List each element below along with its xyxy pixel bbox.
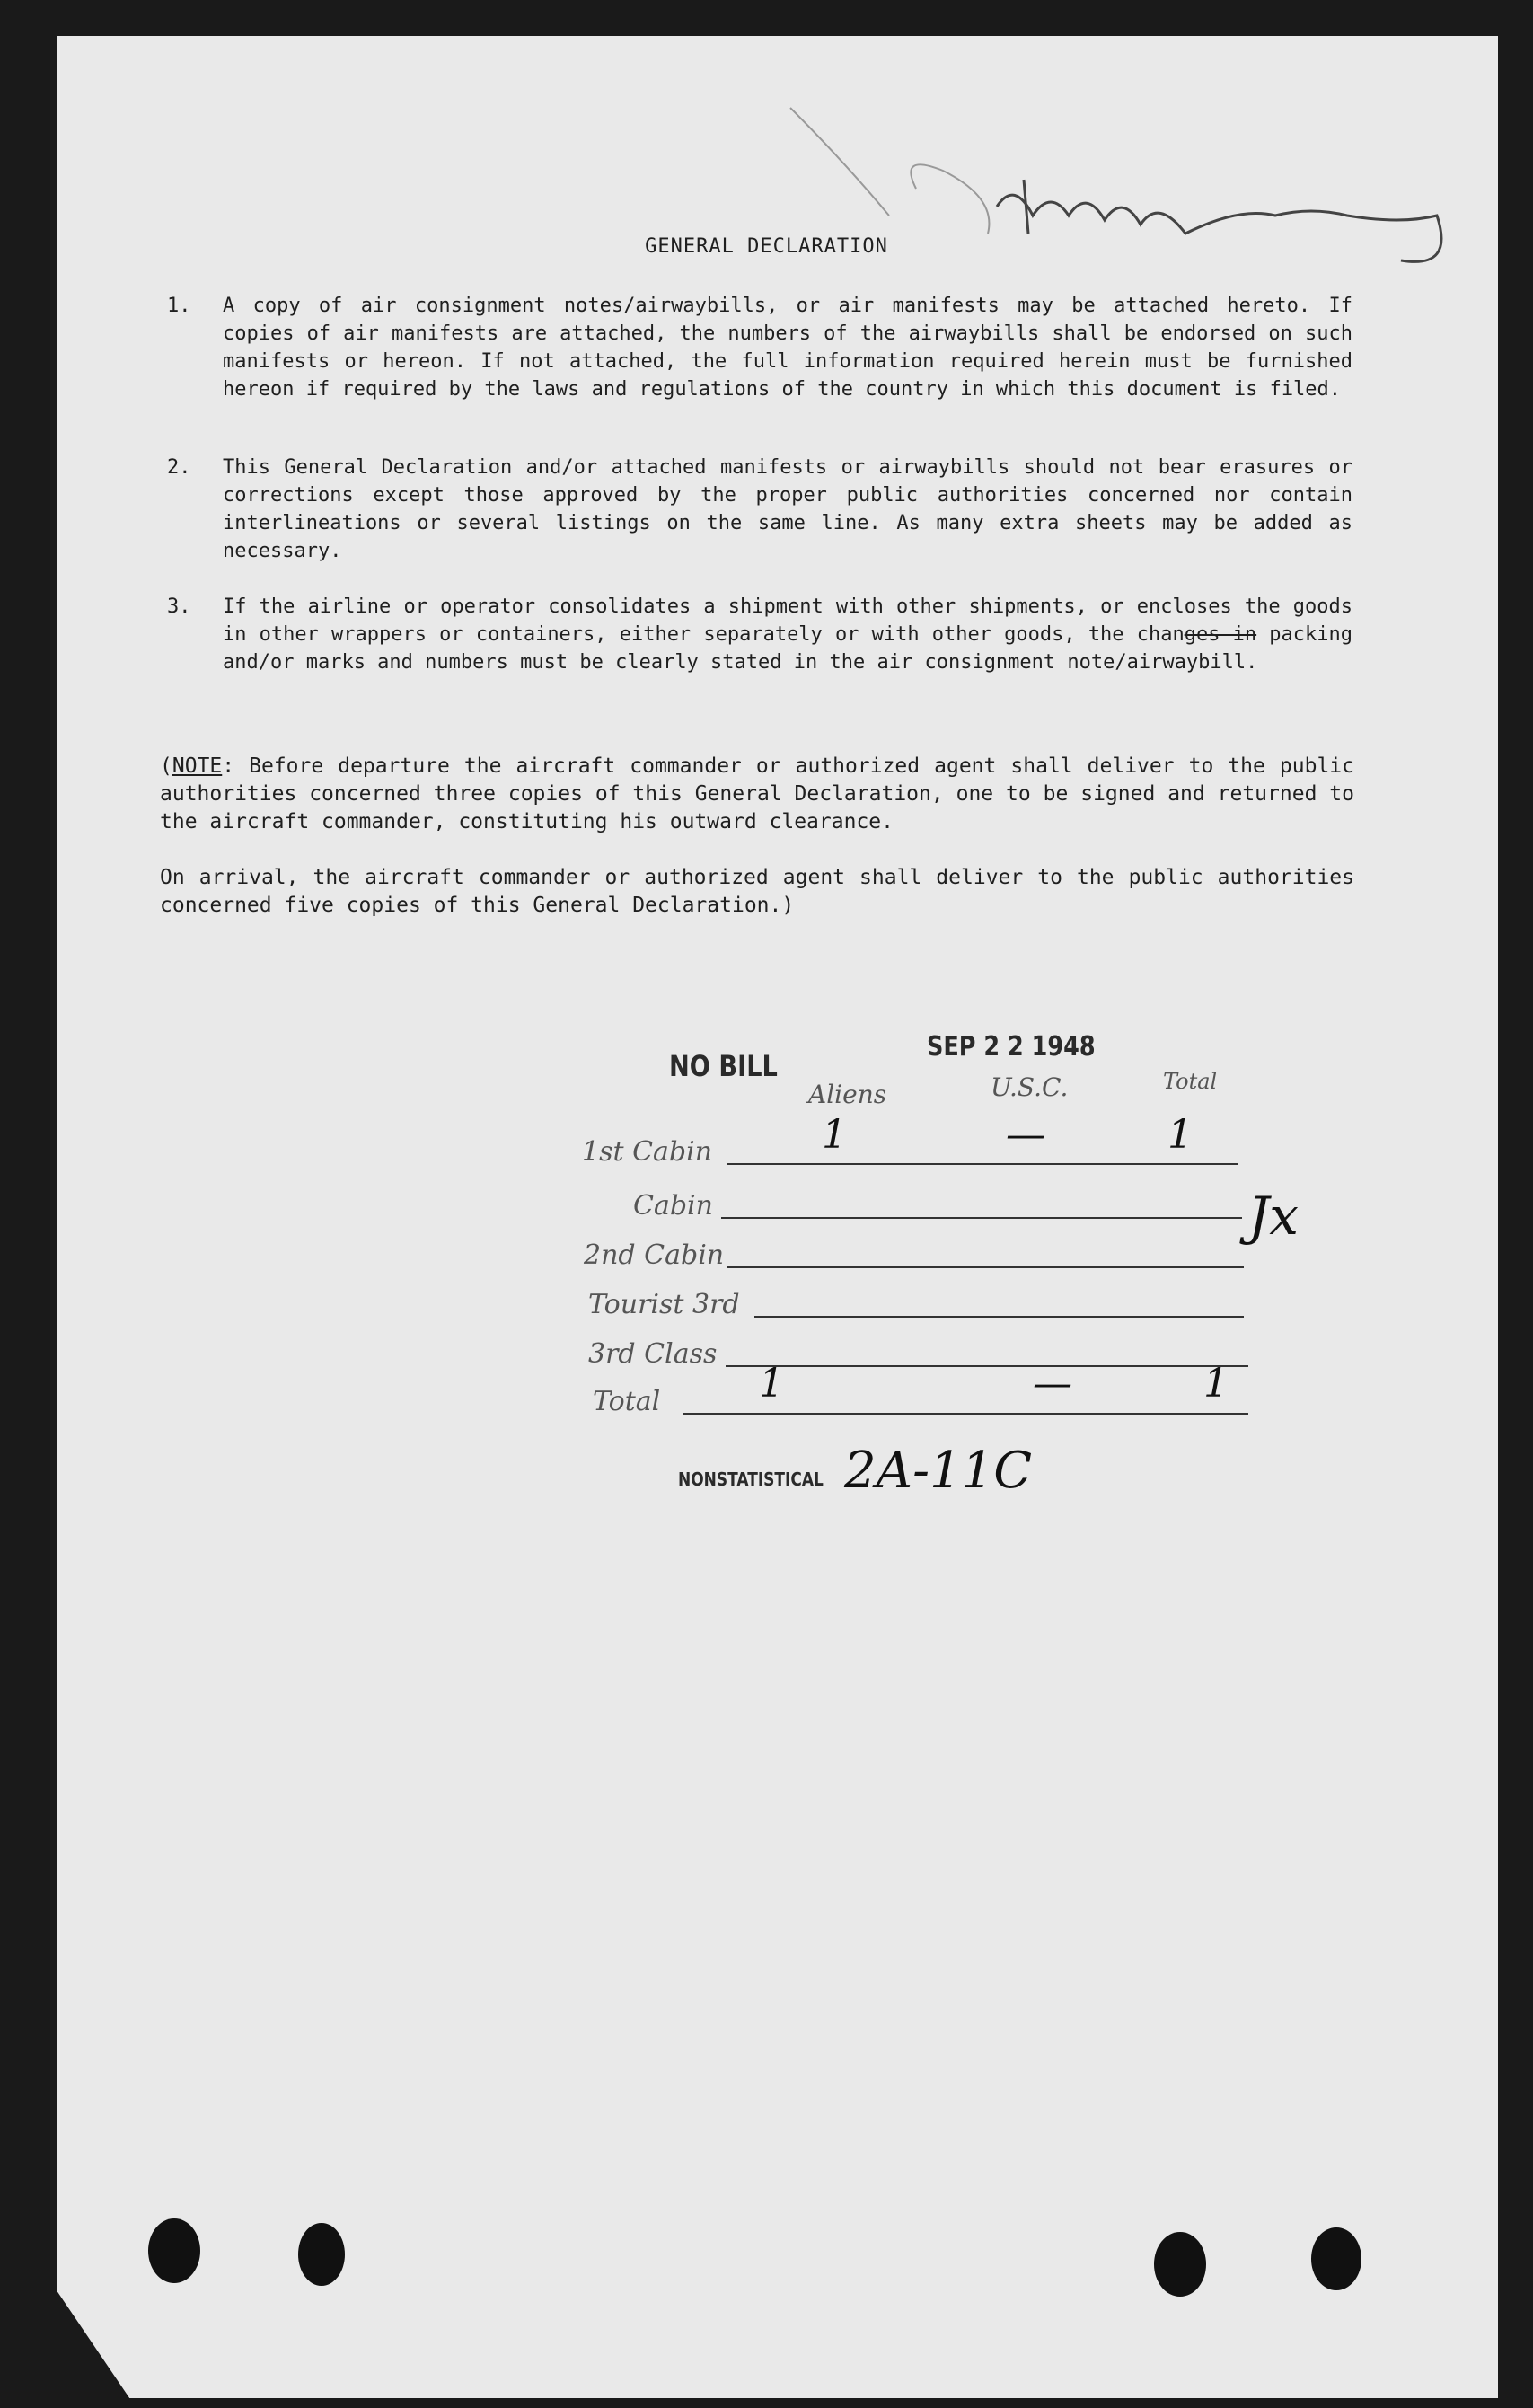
header-aliens: Aliens <box>808 1080 887 1109</box>
cell-usc: — <box>1006 1112 1045 1158</box>
row-line <box>754 1316 1244 1318</box>
item-number: 2. <box>167 456 191 479</box>
punch-hole <box>1311 2227 1361 2290</box>
date-stamp: SEP 2 2 1948 <box>927 1031 1096 1063</box>
item-text: A copy of air consignment notes/airwaybills, or air manifests may be attached hereto. If copies of air manifests are attached, the numbers of the airwaybills shall be endorsed on such manifests or hereon. If not attached, the full information required herein must be furnished hereon if required by the laws and regulations of the country in which this document is filed. <box>223 295 1352 401</box>
punch-hole <box>148 2218 200 2283</box>
cell-aliens: 1 <box>759 1361 784 1407</box>
struck-text: ges in <box>1184 623 1257 646</box>
item-text-after: packing and/or marks and numbers must be clearly stated in the air consignment note/airwaybill. <box>223 623 1352 674</box>
row-label-3rd-class: 3rd Class <box>588 1338 718 1370</box>
initials-mark: Jx <box>1248 1186 1299 1247</box>
no-bill-stamp: NO BILL <box>669 1049 778 1083</box>
document-title: GENERAL DECLARATION <box>645 235 888 258</box>
handwritten-code: 2A-11C <box>844 1442 1033 1500</box>
row-line <box>727 1163 1238 1165</box>
row-label-2nd-cabin: 2nd Cabin <box>584 1239 725 1271</box>
cell-total: 1 <box>1203 1361 1229 1407</box>
header-total: Total <box>1163 1069 1218 1094</box>
row-label-tourist-3rd: Tourist 3rd <box>588 1289 740 1320</box>
item-text-before: If the airline or operator consolidates a shipment with other shipments, or encloses the goods in other wrappers or containers, either separately or with other goods, the chan <box>223 595 1352 646</box>
row-line <box>683 1413 1248 1415</box>
note-text: : Before departure the aircraft commander or authorized agent shall deliver to the public authorities concerned three copies of this General Declaration, one to be signed and returned to the aircraft commander, constituting his outward clearance. <box>160 754 1354 834</box>
row-line <box>726 1365 1248 1367</box>
item-number: 3. <box>167 595 191 618</box>
row-label-1st-cabin: 1st Cabin <box>582 1136 713 1168</box>
note-label: NOTE <box>172 754 223 778</box>
nonstatistical-stamp: NONSTATISTICAL <box>678 1469 824 1490</box>
header-usc: U.S.C. <box>991 1072 1069 1102</box>
item-text: This General Declaration and/or attached manifests or airwaybills should not bear erasures or corrections except those approved by the proper public authorities concerned nor contain interlineations or several listings on the same line. As many extra sheets may be added as necessary. <box>223 456 1352 562</box>
cell-total: 1 <box>1167 1112 1193 1158</box>
row-label-cabin: Cabin <box>633 1190 713 1222</box>
row-line <box>727 1266 1244 1268</box>
arrival-paragraph: On arrival, the aircraft commander or authorized agent shall deliver to the public authorities concerned five copies of this General Declaration.) <box>160 866 1354 917</box>
punch-hole <box>1154 2232 1206 2297</box>
cell-aliens: 1 <box>822 1112 847 1158</box>
note-open: ( <box>160 754 172 778</box>
row-label-total: Total <box>593 1386 661 1417</box>
row-line <box>721 1217 1242 1219</box>
item-number: 1. <box>167 295 191 317</box>
punch-hole <box>298 2223 345 2286</box>
cell-usc: — <box>1033 1361 1072 1407</box>
item-text <box>223 593 1352 676</box>
note-paragraph <box>160 753 1354 836</box>
